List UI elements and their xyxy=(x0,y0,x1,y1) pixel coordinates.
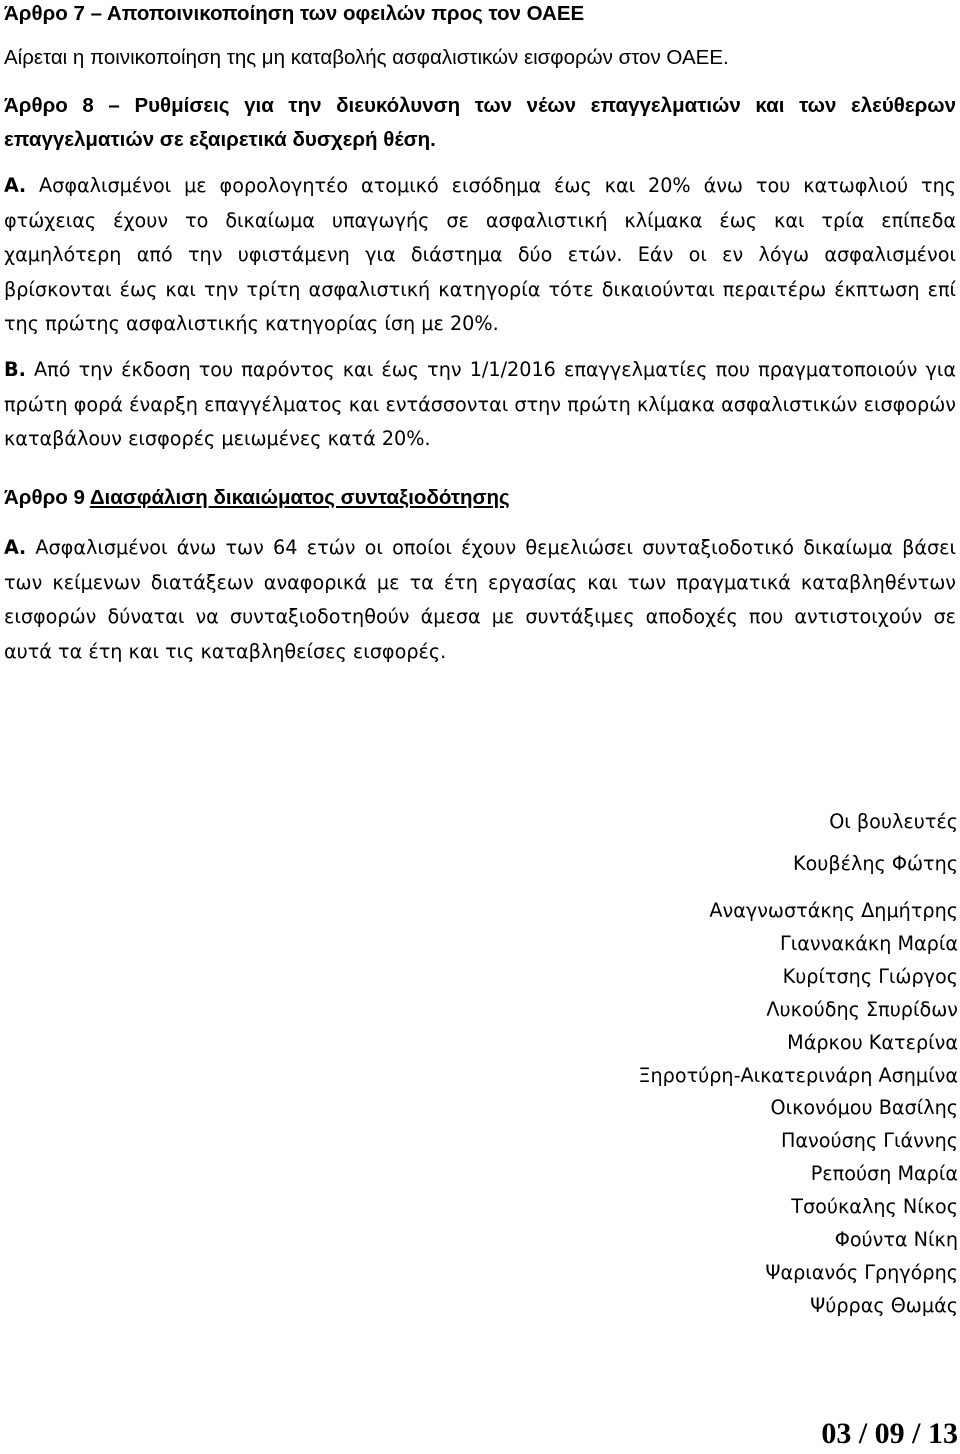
signatures-block xyxy=(638,805,958,1323)
signer-name: Λυκούδης Σπυρίδων xyxy=(766,997,958,1021)
article-7-text: Αίρεται η ποινικοποίηση της μη καταβολής ασφαλιστικών εισφορών στον ΟΑΕΕ. xyxy=(4,46,729,69)
signer-list xyxy=(638,895,958,1323)
signer-name: Τσούκαλης Νίκος xyxy=(791,1195,958,1219)
signer-name: Μάρκου Κατερίνα xyxy=(787,1030,958,1054)
article-8-paragraph-b xyxy=(4,353,956,457)
document-date: 03 / 09 / 13 xyxy=(821,1417,958,1450)
signer-name: Γιαννακάκη Μαρία xyxy=(780,931,958,955)
article-9-title-prefix: Άρθρο 9 xyxy=(4,486,90,509)
signer-name: Ξηροτύρη-Αικατερινάρη Ασημίνα xyxy=(638,1063,958,1087)
signer-name: Οικονόμου Βασίλης xyxy=(770,1096,958,1120)
signer-name: Ψύρρας Θωμάς xyxy=(810,1293,958,1317)
article-9-title xyxy=(4,481,510,515)
signer-name: Κυρίτσης Γιώργος xyxy=(782,964,958,988)
paragraph-label: Α. xyxy=(4,174,27,197)
paragraph-label: Β. xyxy=(4,358,26,381)
paragraph-text: Ασφαλισμένοι με φορολογητέο ατομικό εισόδημα έως και 20% άνω του κατωφλιού της φτώχειας έχουν το δικαίωμα υπαγωγής σε ασφαλιστική κλίμακα έως και τρία επίπεδα χαμηλότερη από την υφιστάμενη για διάστημα δύο ετών. Εάν οι εν λόγω ασφαλισμένοι βρίσκονται έως και την τρίτη ασφαλιστική κατηγορία τότε δικαιούνται περαιτέρω έκπτωση επί της πρώτης ασφαλιστικής κατηγορίας ίση με 20%. xyxy=(4,174,956,335)
signatures-heading: Οι βουλευτές xyxy=(829,810,958,833)
signer-name: Πανούσης Γιάννης xyxy=(780,1129,958,1153)
paragraph-text: Ασφαλισμένοι άνω των 64 ετών οι οποίοι έχουν θεμελιώσει συνταξιοδοτικό δικαίωμα βάσει των κείμενων διατάξεων αναφορικά με τα έτη εργασίας και των πραγματικά καταβληθέντων εισφορών δύναται να συνταξιοδοτηθούν άμεσα με συντάξιμες αποδοχές που αντιστοιχούν σε αυτά τα έτη και τις καταβληθείσες εισφορές. xyxy=(4,536,956,663)
article-9-paragraph-a xyxy=(4,531,956,669)
signer-name: Ρεπούση Μαρία xyxy=(810,1162,958,1186)
signer-name: Φούντα Νίκη xyxy=(834,1228,958,1252)
article-8-paragraph-a xyxy=(4,169,956,342)
signer-name-first: Κουβέλης Φώτης xyxy=(792,852,958,875)
article-8-title: Άρθρο 8 – Ρυθμίσεις για την διευκόλυνση των νέων επαγγελματιών και των ελεύθερων επαγγελματιών σε εξαιρετικά δυσχερή θέση. xyxy=(4,94,956,151)
article-9-title-underlined: Διασφάλιση δικαιώματος συνταξιοδότησης xyxy=(89,486,510,509)
paragraph-text: Από την έκδοση του παρόντος και έως την 1/1/2016 επαγγελματίες που πραγματοποιούν για πρώτη φορά έναρξη επαγγέλματος και εντάσσονται στην πρώτη κλίμακα ασφαλιστικών εισφορών καταβάλουν εισφορές μειωμένες κατά 20%. xyxy=(4,358,956,450)
signer-name: Αναγνωστάκης Δημήτρης xyxy=(709,899,958,922)
paragraph-label: Α. xyxy=(4,536,27,559)
article-7-title: Άρθρο 7 – Αποποινικοποίηση των οφειλών προς τον ΟΑΕΕ xyxy=(4,2,585,25)
signer-name: Ψαριανός Γρηγόρης xyxy=(765,1260,958,1284)
